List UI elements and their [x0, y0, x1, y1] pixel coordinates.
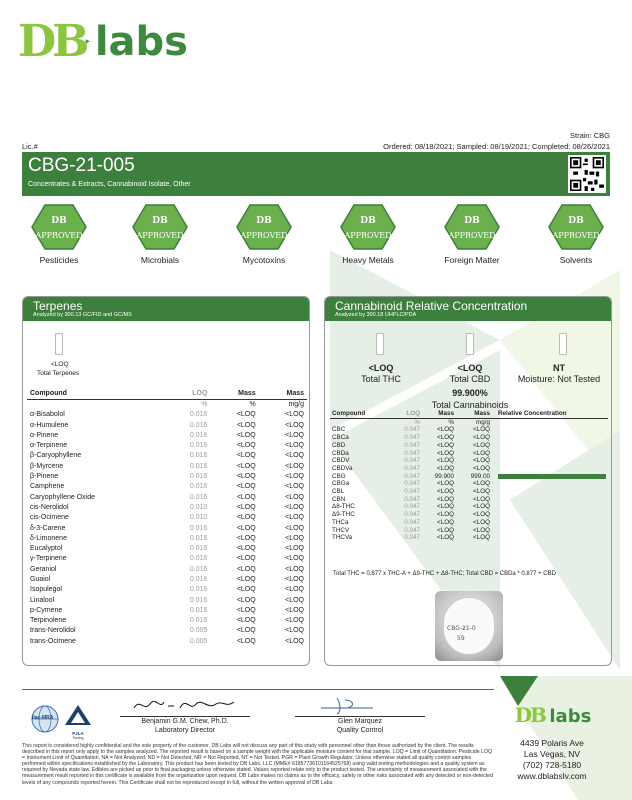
table-row: THCa 0.047 <LOQ <LOQ — [332, 518, 490, 526]
approved-hexagon-icon — [444, 204, 500, 250]
badge-label: Solvents — [559, 255, 593, 265]
table-row: β-Pinene 0.016 <LOQ <LOQ — [30, 473, 304, 481]
footer-divider — [22, 689, 494, 690]
license-label: Lic.# — [22, 142, 38, 151]
cannabinoids-header-row: Compound LOQ Mass Mass Relative Concentration — [330, 410, 608, 418]
badge-label: Heavy Metals — [342, 255, 394, 265]
footer-disclaimer: This report is considered highly confidential and the sole property of the customer. DB Labs will not discuss any part of this study with personnel other than those authorized by the client. The results described in this report only apply to the samples analyzed. The reported result is based on a sample weight with the applicable moisture content for that sample. LOQ = Limit of Quantitation. Pesticide LOQ = Instrument Limit of Quantitation, NA = Not Analyzed, ND = Not Detected, NR = Not Reported, NT = Not Tested. PGR = Plant Growth Regulator. Unless otherwise stated all quality control samples performed within specifications established by the Laboratory. This product has been tested by DB Labs, LLC (MME# 61857736101164525768) using valid testing methodologies and a quality system as required by Nevada state law. Edibles are picked up prior to final packaging unless otherwise stated. Values reported relate only to the product tested. The uncertainty of measurement associated with the measurement result reported in this certificate is available from the organization upon request. DB Labs makes no claims as to the efficacy, safety or other risks associated with any detected or non-detected levels of any compounds reported herein. This Certificate shall not be reproduced except in full, without the written approval of DB Labs. — [22, 743, 493, 786]
approved-hexagon-icon — [132, 204, 188, 250]
svg-text:APPROVED: APPROVED — [448, 231, 496, 240]
cannabinoids-method: Analyzed by 300.18 UHPLC/PDA — [335, 312, 417, 318]
db-labs-logo — [18, 14, 188, 69]
table-row: Camphene 0.016 <LOQ <LOQ — [30, 483, 304, 491]
table-row: CBN 0.047 <LOQ <LOQ — [332, 495, 490, 503]
logo-labs-text: labs — [94, 18, 188, 65]
svg-text:DB: DB — [152, 216, 168, 226]
table-row: THCV 0.047 <LOQ <LOQ — [332, 526, 490, 534]
vial-icon — [559, 333, 567, 355]
svg-text:APPROVED: APPROVED — [35, 231, 83, 240]
table-row: Geraniol 0.016 <LOQ <LOQ — [30, 565, 304, 573]
pjla-triangle-icon — [64, 704, 92, 726]
table-row: β-Myrcene 0.016 <LOQ <LOQ — [30, 462, 304, 470]
table-row: Caryophyllene Oxide 0.016 <LOQ <LOQ — [30, 493, 304, 501]
moisture-value: NT — [553, 363, 565, 373]
cannabinoids-panel — [324, 296, 612, 666]
cannabinoids-table: Compound LOQ Mass Mass Relative Concentration % % mg/g CBC 0.047 <LOQ <LOQ CBCa 0.047 <LOQ <LOQ CBD 0.047 <LOQ <LOQ CBDa 0.047 <LOQ <LOQ CBDV 0.047 <LOQ <LOQ CBDVa 0.047 <LOQ <LOQ CBG 0.047 99.900 999.00 CBGa 0.047 <LOQ <LOQ CBL 0.047 <LOQ <LOQ CBN 0.047 <LOQ <LOQ Δ8-THC 0.047 <LOQ <LOQ Δ9-THC 0.047 <LOQ <LOQ THCa 0.047 <LOQ <LOQ THCV 0.047 <LOQ <LOQ THCVa 0.047 <LOQ <LOQ — [330, 410, 608, 542]
sample-photo — [435, 591, 503, 661]
sample-id: CBG-21-005 — [28, 155, 135, 176]
table-row: α-Bisabolol 0.016 <LOQ <LOQ — [30, 411, 304, 419]
total-cbd-label: Total CBD — [449, 374, 491, 384]
svg-text:APPROVED: APPROVED — [344, 231, 392, 240]
svg-text:DB: DB — [360, 216, 376, 226]
strain-label: Strain: CBG — [569, 131, 610, 140]
address-city: Las Vegas, NV — [523, 749, 581, 759]
svg-text:APPROVED: APPROVED — [552, 231, 600, 240]
badge-solvents — [531, 204, 621, 265]
badge-microbials — [115, 204, 205, 265]
terpenes-header-row: Compound LOQ Mass Mass — [27, 389, 307, 399]
table-row: CBDVa 0.047 <LOQ <LOQ — [332, 464, 490, 472]
table-row: CBL 0.047 <LOQ <LOQ — [332, 488, 490, 496]
qr-code-icon — [568, 155, 606, 193]
table-row: cis-Nerolidol 0.010 <LOQ <LOQ — [30, 503, 304, 511]
relative-concentration-bar — [498, 474, 606, 479]
approval-badges — [22, 204, 610, 276]
vial-icon — [466, 333, 474, 355]
badge-pesticides — [14, 204, 104, 265]
badge-label: Mycotoxins — [242, 255, 286, 265]
approved-hexagon-icon — [548, 204, 604, 250]
dates-label: Ordered: 08/18/2021; Sampled: 08/19/2021; Completed: 08/26/2021 — [383, 142, 610, 151]
vial-icon — [376, 333, 384, 355]
table-row: Terpinolene 0.016 <LOQ <LOQ — [30, 617, 304, 625]
sample-handwriting-2: 59 — [457, 635, 465, 642]
address-logo-db: DB — [514, 703, 545, 727]
address-block — [498, 738, 606, 782]
qc-line — [295, 716, 425, 717]
svg-text:DB: DB — [568, 216, 584, 226]
address-phone: (702) 728-5180 — [522, 760, 582, 770]
terpenes-method: Analyzed by 300.13 GC/FID and GC/MS — [33, 312, 132, 318]
table-row: β-Caryophyllene 0.016 <LOQ <LOQ — [30, 452, 304, 460]
table-row: Eucalyptol 0.016 <LOQ <LOQ — [30, 545, 304, 553]
moisture-label: Moisture: Not Tested — [517, 374, 601, 384]
total-thc-value: <LOQ — [368, 363, 394, 373]
logo-db-text: DB — [18, 16, 86, 67]
total-terpenes-value: <LOQ — [51, 361, 69, 368]
table-row: CBD 0.047 <LOQ <LOQ — [332, 441, 490, 449]
badge-mycotoxins — [219, 204, 309, 265]
director-title: Laboratory Director — [155, 727, 215, 734]
table-row: CBG 0.047 99.900 999.00 — [330, 473, 608, 481]
sample-banner — [22, 152, 610, 196]
svg-text:DB: DB — [464, 216, 480, 226]
ilac-mra-logo: ilac-MRA — [30, 704, 60, 734]
total-terpenes-label: Total Terpenes — [37, 370, 80, 377]
qc-signature — [315, 694, 385, 716]
badge-label: Microbials — [140, 255, 180, 265]
vial-icon — [55, 333, 63, 355]
total-thc-label: Total THC — [361, 374, 401, 384]
total-cbd-value: <LOQ — [457, 363, 483, 373]
table-row: CBC 0.047 <LOQ <LOQ — [332, 426, 490, 434]
table-row: Linalool 0.016 <LOQ <LOQ — [30, 596, 304, 604]
table-row: Δ9-THC 0.047 <LOQ <LOQ — [332, 511, 490, 519]
total-cannabinoids-value: 99.900% — [452, 388, 488, 398]
table-row: α-Pinene 0.016 <LOQ <LOQ — [30, 431, 304, 439]
director-name: Benjamin G.M. Chew, Ph.D. — [141, 718, 229, 725]
sample-handwriting-1: CBG-21-0 — [447, 625, 476, 632]
svg-text:APPROVED: APPROVED — [136, 231, 184, 240]
qc-name: Glen Marquez — [338, 718, 382, 725]
table-row: cis-Ocimene 0.010 <LOQ <LOQ — [30, 514, 304, 522]
table-row: α-Terpinene 0.016 <LOQ <LOQ — [30, 442, 304, 450]
total-cannabinoids-label: Total Cannabinoids — [431, 400, 509, 410]
svg-text:APPROVED: APPROVED — [240, 231, 288, 240]
address-street: 4439 Polaris Ave — [520, 738, 584, 748]
director-signature — [130, 694, 240, 716]
terpenes-header — [23, 297, 309, 321]
badge-label: Pesticides — [39, 255, 79, 265]
pjla-logo: PJLA Testing — [64, 704, 92, 734]
leaf-icon — [85, 32, 90, 52]
terpenes-panel — [22, 296, 310, 666]
badge-label: Foreign Matter — [444, 255, 500, 265]
table-row: δ-3-Carene 0.016 <LOQ <LOQ — [30, 524, 304, 532]
table-row: CBCa 0.047 <LOQ <LOQ — [332, 434, 490, 442]
table-row: Δ8-THC 0.047 <LOQ <LOQ — [332, 503, 490, 511]
svg-text:DB: DB — [256, 216, 272, 226]
badge-foreign-matter — [427, 204, 517, 265]
table-row: δ-Limonene 0.016 <LOQ <LOQ — [30, 534, 304, 542]
table-row: Guaiol 0.016 <LOQ <LOQ — [30, 575, 304, 583]
badge-heavy-metals — [323, 204, 413, 265]
cannabinoids-title: Cannabinoid Relative Concentration — [335, 299, 528, 313]
qc-title: Quality Control — [336, 727, 384, 734]
table-row: CBGa 0.047 <LOQ <LOQ — [332, 480, 490, 488]
total-formula: Total THC = 0.877 x THC-A + Δ9-THC + Δ8-THC; Total CBD = CBDa * 0.877 + CBD — [333, 571, 556, 577]
approved-hexagon-icon — [236, 204, 292, 250]
address-logo — [498, 703, 608, 727]
approved-hexagon-icon — [31, 204, 87, 250]
table-row: γ-Terpinene 0.016 <LOQ <LOQ — [30, 555, 304, 563]
table-row: α-Humulene 0.016 <LOQ <LOQ — [30, 421, 304, 429]
table-row: CBDa 0.047 <LOQ <LOQ — [332, 449, 490, 457]
table-row: p-Cymene 0.016 <LOQ <LOQ — [30, 606, 304, 614]
terpenes-table: Compound LOQ Mass Mass % % mg/g α-Bisabolol 0.016 <LOQ <LOQ α-Humulene 0.016 <LOQ <LOQ α-Pinene 0.016 <LOQ <LOQ α-Terpinene 0.016 <LOQ <LOQ β-Caryophyllene 0.016 <LOQ <LOQ β-Myrcene 0.016 <LOQ <LOQ β-Pinene 0.016 <LOQ <LOQ Camphene 0.016 <LOQ <LOQ Caryophyllene Oxide 0.016 <LOQ <LOQ cis-Nerolidol 0.010 <LOQ <LOQ cis-Ocimene 0.010 <LOQ <LOQ δ-3-Carene 0.016 <LOQ <LOQ δ-Limonene 0.016 <LOQ <LOQ Eucalyptol 0.016 <LOQ <LOQ γ-Terpinene 0.016 <LOQ <LOQ Geraniol 0.016 <LOQ <LOQ Guaiol 0.016 <LOQ <LOQ Isopulegol 0.016 <LOQ <LOQ Linalool 0.016 <LOQ <LOQ p-Cymene 0.016 <LOQ <LOQ Terpinolene 0.016 <LOQ <LOQ trans-Nerolidol 0.005 <LOQ <LOQ trans-Ocimene 0.005 <LOQ <LOQ — [27, 389, 307, 646]
cannabinoids-header — [325, 297, 611, 321]
table-row: trans-Ocimene 0.005 <LOQ <LOQ — [30, 637, 304, 645]
svg-text:DB: DB — [51, 216, 67, 226]
table-row: Isopulegol 0.016 <LOQ <LOQ — [30, 586, 304, 594]
terpenes-title: Terpenes — [33, 299, 83, 313]
sample-subtitle: Concentrates & Extracts, Cannabinoid Isolate, Other — [28, 181, 191, 188]
table-row: CBDV 0.047 <LOQ <LOQ — [332, 457, 490, 465]
approved-hexagon-icon — [340, 204, 396, 250]
director-line — [120, 716, 250, 717]
address-logo-labs: labs — [549, 706, 592, 727]
table-row: THCVa 0.047 <LOQ <LOQ — [332, 534, 490, 542]
table-row: trans-Nerolidol 0.005 <LOQ <LOQ — [30, 627, 304, 635]
address-web[interactable]: www.dblabslv.com — [517, 771, 587, 781]
